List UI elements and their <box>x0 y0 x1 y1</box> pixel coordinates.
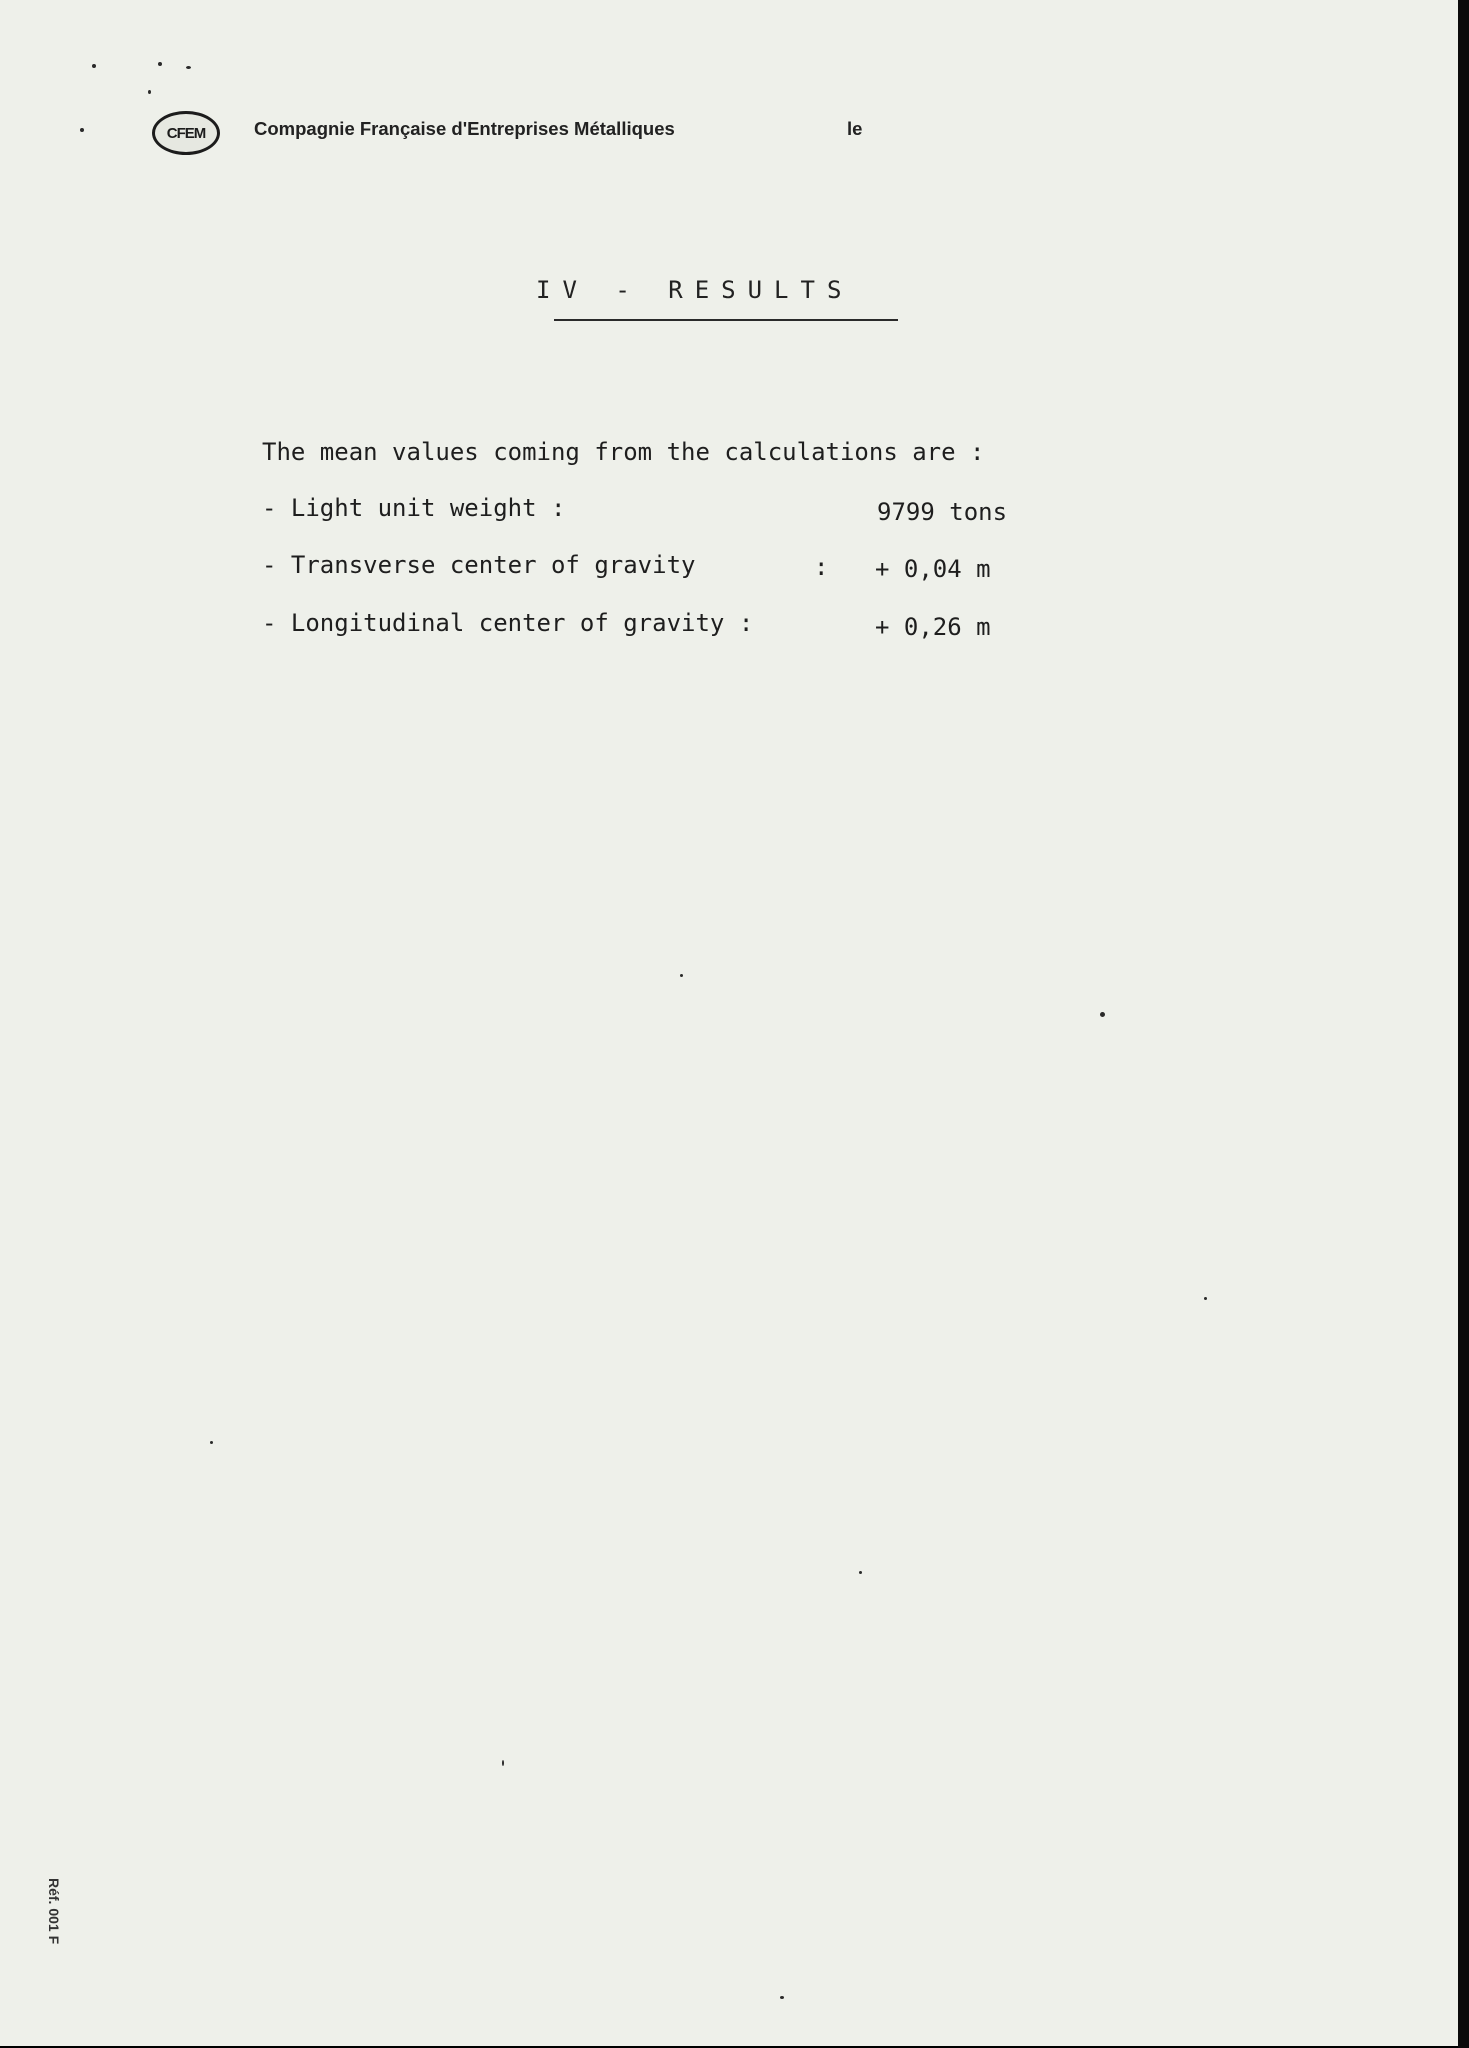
scan-speck <box>502 1760 504 1766</box>
result-label: - Light unit weight : <box>262 494 566 522</box>
result-value: + 0,26 m <box>875 613 991 641</box>
scan-speck <box>80 128 84 132</box>
reference-code: Réf. 001 F <box>46 1878 62 1945</box>
company-logo: CFEM <box>152 111 220 155</box>
date-label: le <box>847 118 863 139</box>
result-label: - Transverse center of gravity <box>262 551 696 579</box>
company-name: Compagnie Française d'Entreprises Métalliques <box>254 118 675 139</box>
scan-speck <box>186 66 191 69</box>
scan-speck <box>92 64 96 68</box>
result-colon: : <box>814 553 829 581</box>
scan-speck <box>1100 1012 1105 1017</box>
scan-border <box>1458 0 1469 2048</box>
scan-speck <box>158 62 162 66</box>
results-intro: The mean values coming from the calculations are : <box>262 438 985 466</box>
section-title: IV - RESULTS <box>536 276 854 304</box>
letterhead <box>152 108 220 158</box>
scan-speck <box>780 1996 784 1999</box>
result-label: - Longitudinal center of gravity : <box>262 609 754 637</box>
result-value: 9799 tons <box>877 498 1008 526</box>
scan-speck <box>1204 1297 1207 1300</box>
scan-speck <box>859 1571 862 1574</box>
scan-speck <box>148 90 151 94</box>
title-underline <box>554 319 898 321</box>
result-value: + 0,04 m <box>875 555 991 583</box>
scan-speck <box>680 974 683 977</box>
scan-speck <box>210 1441 213 1444</box>
